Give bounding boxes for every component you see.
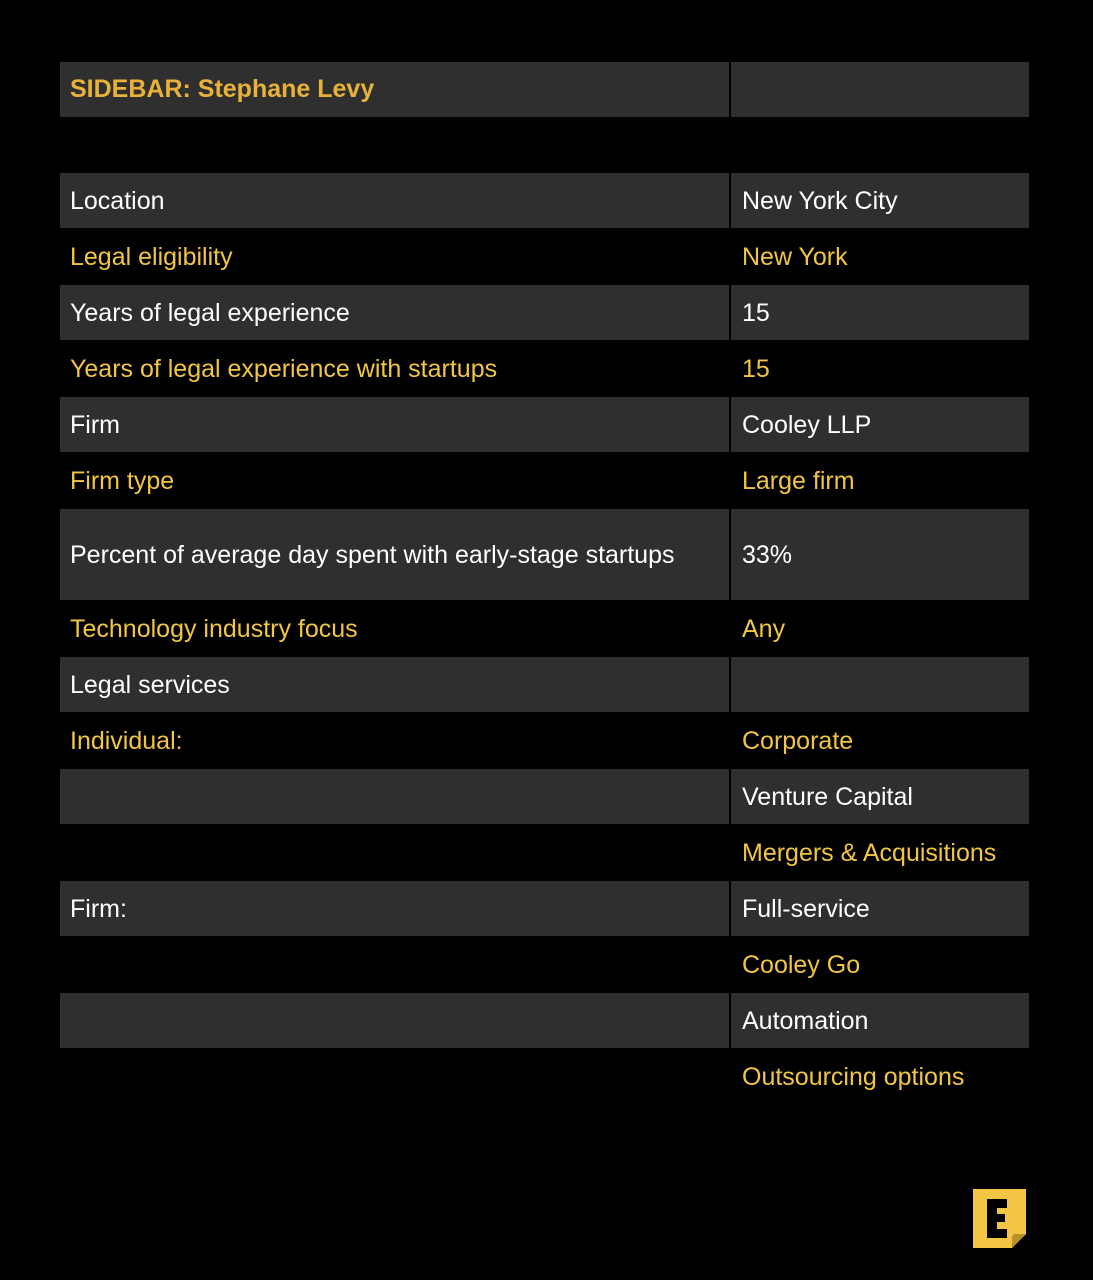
row-label [60,937,729,992]
row-value: Venture Capital [731,769,1029,824]
row-label [60,1049,729,1104]
row-value: Any [731,601,1029,656]
table-row [60,993,1029,1048]
row-label: Firm [60,397,729,452]
sidebar-header [60,62,1029,117]
table-row [60,341,1029,396]
row-value: 15 [731,285,1029,340]
row-label: Legal eligibility [60,229,729,284]
row-value: Corporate [731,713,1029,768]
table-row [60,881,1029,936]
row-label: Firm: [60,881,729,936]
row-value: Cooley LLP [731,397,1029,452]
table-row [60,713,1029,768]
row-label: Location [60,173,729,228]
row-value [731,657,1029,712]
row-value: 33% [731,509,1029,600]
header-row [60,62,1029,117]
profile-table [60,173,1029,1105]
table-row [60,229,1029,284]
table-row [60,1049,1029,1104]
header-empty-cell [731,62,1029,117]
table-row [60,769,1029,824]
table-row [60,285,1029,340]
table-row [60,657,1029,712]
table-row [60,453,1029,508]
row-value: Mergers & Acquisitions [731,825,1029,880]
table-row [60,825,1029,880]
row-value: Automation [731,993,1029,1048]
e-logo-icon [973,1189,1026,1248]
row-value: Cooley Go [731,937,1029,992]
row-label: Years of legal experience [60,285,729,340]
row-label: Legal services [60,657,729,712]
table-row [60,601,1029,656]
row-value: New York City [731,173,1029,228]
row-value: Outsourcing options [731,1049,1029,1104]
table-row [60,509,1029,600]
row-value: 15 [731,341,1029,396]
row-label: Firm type [60,453,729,508]
row-label [60,769,729,824]
table-row [60,397,1029,452]
row-label: Individual: [60,713,729,768]
table-row [60,937,1029,992]
row-label: Percent of average day spent with early-stage startups [60,509,729,600]
row-value: Full-service [731,881,1029,936]
row-value: Large firm [731,453,1029,508]
row-label [60,993,729,1048]
sidebar-title: SIDEBAR: Stephane Levy [60,62,729,117]
row-label: Years of legal experience with startups [60,341,729,396]
table-row [60,173,1029,228]
row-label: Technology industry focus [60,601,729,656]
row-value: New York [731,229,1029,284]
row-label [60,825,729,880]
